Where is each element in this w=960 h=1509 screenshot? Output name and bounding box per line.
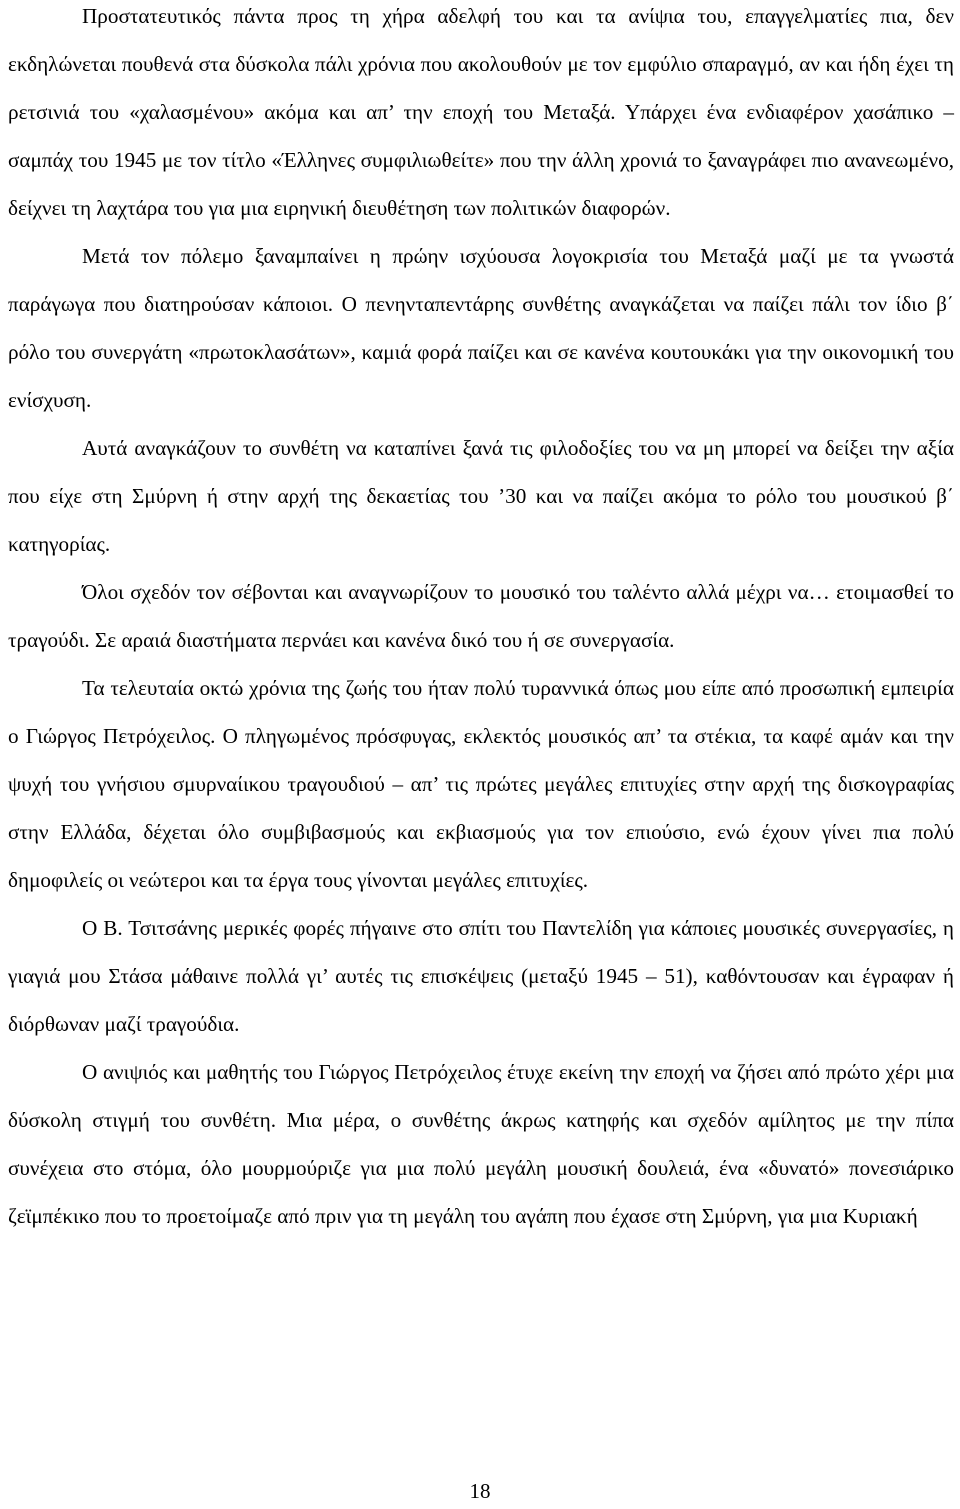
page-number: 18 — [469, 1479, 491, 1503]
paragraph-5: Τα τελευταία οκτώ χρόνια της ζωής του ήταν πολύ τυραννικά όπως μου είπε από προσωπική εμπειρία ο Γιώργος Πετρόχειλος. Ο πληγωμένος πρόσφυγας, εκλεκτός μουσικός απ’ τα στέκια, τα καφέ αμάν και την ψυχή του γνήσιου σμυρναίικου τραγουδιού – απ’ τις πρώτες μεγάλες επιτυχίες στην αρχή της δισκογραφίας στην Ελλάδα, δέχεται όλο συμβιβασμούς και εκβιασμούς για τον επιούσιο, ενώ έχουν γίνει πια πολύ δημοφιλείς οι νεώτεροι και τα έργα τους γίνονται μεγάλες επιτυχίες. — [8, 676, 954, 892]
paragraph-6: Ο Β. Τσιτσάνης μερικές φορές πήγαινε στο σπίτι του Παντελίδη για κάποιες μουσικές συνεργασίες, η γιαγιά μου Στάσα μάθαινε πολλά γι’ αυτές τις επισκέψεις (μεταξύ 1945 – 51), καθόντουσαν και έγραφαν ή διόρθωναν μαζί τραγούδια. — [8, 916, 954, 1036]
paragraph-3: Αυτά αναγκάζουν το συνθέτη να καταπίνει ξανά τις φιλοδοξίες του να μη μπορεί να δείξει την αξία που είχε στη Σμύρνη ή στην αρχή της δεκαετίας του ’30 και να παίζει ακόμα το ρόλο του μουσικού β΄ κατηγορίας. — [8, 436, 954, 556]
document-page — [8, 0, 954, 1240]
paragraph-4: Όλοι σχεδόν τον σέβονται και αναγνωρίζουν το μουσικό του ταλέντο αλλά μέχρι να… ετοιμασθεί το τραγούδι. Σε αραιά διαστήματα περνάει και κανένα δικό του ή σε συνεργασία. — [8, 580, 954, 652]
paragraph-7: Ο ανιψιός και μαθητής του Γιώργος Πετρόχειλος έτυχε εκείνη την εποχή να ζήσει από πρώτο χέρι μια δύσκολη στιγμή του συνθέτη. Μια μέρα, ο συνθέτης άκρως κατηφής και σχεδόν αμίλητος με την πίπα συνέχεια στο στόμα, όλο μουρμούριζε για μια πολύ μεγάλη μουσική δουλειά, ένα «δυνατό» πονεσιάρικο ζεϊμπέκικο που το προετοίμαζε από πριν για τη μεγάλη του αγάπη που έχασε στη Σμύρνη, για μια Κυριακή — [8, 1060, 954, 1228]
paragraph-1: Προστατευτικός πάντα προς τη χήρα αδελφή του και τα ανίψια του, επαγγελματίες πια, δεν εκδηλώνεται πουθενά στα δύσκολα πάλι χρόνια που ακολουθούν με τον εμφύλιο σπαραγμό, αν και ήδη έχει τη ρετσινιά του «χαλασμένου» ακόμα και απ’ την εποχή του Μεταξά. Υπάρχει ένα ενδιαφέρον χασάπικο – σαμπάχ του 1945 με τον τίτλο «Έλληνες συμφιλιωθείτε» που την άλλη χρονιά το ξαναγράφει πιο ανανεωμένο, δείχνει τη λαχτάρα του για μια ειρηνική διευθέτηση των πολιτικών διαφορών. — [8, 4, 954, 220]
paragraph-2: Μετά τον πόλεμο ξαναμπαίνει η πρώην ισχύουσα λογοκρισία του Μεταξά μαζί με τα γνωστά παράγωγα που διατηρούσαν κάποιοι. Ο πενηνταπεντάρης συνθέτης αναγκάζεται να παίζει πάλι τον ίδιο β΄ ρόλο του συνεργάτη «πρωτοκλασάτων», καμιά φορά παίζει και σε κανένα κουτουκάκι για την οικονομική του ενίσχυση. — [8, 244, 954, 412]
